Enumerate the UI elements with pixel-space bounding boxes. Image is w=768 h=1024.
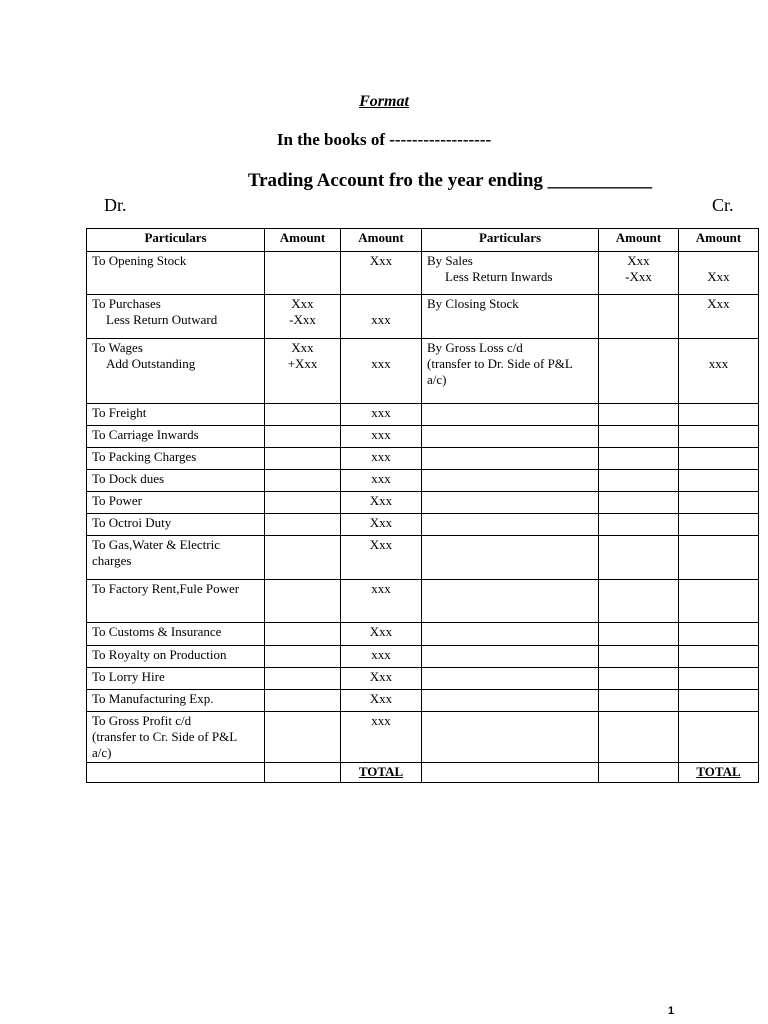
debit-amount-2 [341, 470, 422, 492]
table-row [87, 712, 759, 763]
cell-line: xxx [371, 581, 391, 596]
debit-amount-2 [341, 448, 422, 470]
debit-amount-2 [341, 492, 422, 514]
table-row [87, 623, 759, 646]
debit-amount-1 [265, 295, 341, 339]
debit-amount-1 [265, 623, 341, 646]
credit-amount-1 [599, 448, 679, 470]
credit-particulars [422, 492, 599, 514]
credit-amount-1 [599, 295, 679, 339]
debit-particulars [87, 426, 265, 448]
cell-line: xxx [371, 312, 391, 327]
cell-line: To Wages [92, 340, 143, 355]
cell-line: Xxx [291, 340, 314, 355]
cell-line: Less Return Outward [106, 312, 218, 327]
debit-amount-2 [341, 690, 422, 712]
credit-amount-1 [599, 690, 679, 712]
credit-particulars [422, 712, 599, 763]
table-row [87, 690, 759, 712]
table-row [87, 668, 759, 690]
books-of-line: In the books of ------------------ [276, 130, 492, 149]
cell-line: To Octroi Duty [92, 515, 172, 530]
debit-amount-1 [265, 580, 341, 623]
cell-line: a/c) [92, 745, 112, 760]
table-row [87, 470, 759, 492]
credit-amount-1 [599, 470, 679, 492]
cell-line: Xxx [369, 493, 393, 508]
credit-amount-1 [599, 646, 679, 668]
cell-line: xxx [371, 427, 391, 442]
credit-particulars [422, 426, 599, 448]
cell-line: To Royalty on Production [92, 647, 227, 662]
credit-particulars [422, 514, 599, 536]
debit-amount-1 [265, 492, 341, 514]
debit-particulars [87, 295, 265, 339]
credit-amount-2 [679, 623, 759, 646]
credit-amount-1 [599, 580, 679, 623]
cell-line: -Xxx [289, 312, 316, 327]
empty-cell [87, 763, 265, 783]
cell-line: To Opening Stock [92, 253, 187, 268]
credit-amount-2 [679, 404, 759, 426]
cell-line: To Factory Rent,Fule Power [92, 581, 240, 596]
cell-line: To Dock dues [92, 471, 165, 486]
credit-particulars [422, 295, 599, 339]
cell-line [684, 253, 753, 269]
empty-cell [599, 763, 679, 783]
debit-amount-2 [341, 646, 422, 668]
cell-line: To Freight [92, 405, 147, 420]
column-header: Amount [599, 229, 679, 252]
table-header-row [87, 229, 759, 252]
cell-line: xxx [371, 647, 391, 662]
debit-particulars [87, 470, 265, 492]
cell-line: xxx [371, 713, 391, 728]
cell-line: Add Outstanding [106, 356, 196, 371]
debit-amount-1 [265, 426, 341, 448]
trading-account-title: Trading Account fro the year ending ___________ [247, 170, 653, 191]
credit-particulars [422, 339, 599, 404]
cell-line: (transfer to Cr. Side of P&L [92, 729, 238, 744]
cell-line: xxx [371, 471, 391, 486]
cell-line: Xxx [369, 537, 393, 552]
debit-amount-1 [265, 252, 341, 295]
trading-account-table [86, 228, 759, 783]
debit-particulars [87, 646, 265, 668]
credit-amount-2 [679, 492, 759, 514]
credit-particulars [422, 668, 599, 690]
credit-particulars [422, 536, 599, 580]
cell-line: Xxx [291, 296, 314, 311]
credit-particulars [422, 404, 599, 426]
credit-total: TOTAL [679, 763, 759, 783]
page-number: 1 [668, 1005, 675, 1017]
cell-line: By Gross Loss c/d [427, 340, 523, 355]
table-row [87, 492, 759, 514]
cell-line [346, 340, 416, 356]
cell-line: Xxx [707, 296, 730, 311]
credit-amount-1 [599, 426, 679, 448]
cell-line: Xxx [369, 691, 393, 706]
cell-line [684, 340, 753, 356]
credit-amount-2 [679, 668, 759, 690]
cell-line: To Gross Profit c/d [92, 713, 192, 728]
cell-line: To Power [92, 493, 143, 508]
debit-amount-1 [265, 514, 341, 536]
table-row [87, 514, 759, 536]
cell-line: Less Return Inwards [445, 269, 553, 284]
debit-amount-2 [341, 339, 422, 404]
debit-particulars [87, 712, 265, 763]
cell-line: -Xxx [625, 269, 652, 284]
credit-amount-2 [679, 448, 759, 470]
debit-amount-2 [341, 536, 422, 580]
table-row [87, 426, 759, 448]
table-row [87, 295, 759, 339]
debit-amount-1 [265, 690, 341, 712]
credit-amount-1 [599, 536, 679, 580]
debit-amount-1 [265, 448, 341, 470]
debit-amount-2 [341, 426, 422, 448]
cell-line: Xxx [627, 253, 650, 268]
cell-line: To Purchases [92, 296, 161, 311]
column-header: Particulars [422, 229, 599, 252]
credit-amount-2 [679, 646, 759, 668]
credit-particulars [422, 448, 599, 470]
cell-line: xxx [371, 356, 391, 371]
credit-amount-1 [599, 492, 679, 514]
debit-amount-2 [341, 404, 422, 426]
credit-amount-1 [599, 404, 679, 426]
debit-amount-2 [341, 252, 422, 295]
credit-amount-2 [679, 514, 759, 536]
empty-cell [422, 763, 599, 783]
debit-amount-2 [341, 580, 422, 623]
table-row [87, 536, 759, 580]
column-header: Amount [341, 229, 422, 252]
cell-line: To Carriage Inwards [92, 427, 199, 442]
credit-amount-1 [599, 623, 679, 646]
credit-amount-1 [599, 252, 679, 295]
cell-line: xxx [371, 405, 391, 420]
column-header: Amount [265, 229, 341, 252]
credit-particulars [422, 623, 599, 646]
cell-line: Xxx [707, 269, 730, 284]
cell-line: To Packing Charges [92, 449, 197, 464]
debit-particulars [87, 623, 265, 646]
cell-line: By Sales [427, 253, 473, 268]
debit-particulars [87, 448, 265, 470]
credit-amount-2 [679, 712, 759, 763]
debit-amount-2 [341, 295, 422, 339]
debit-particulars [87, 668, 265, 690]
cell-line: xxx [708, 356, 729, 371]
total-row [87, 763, 759, 783]
table-row [87, 580, 759, 623]
cell-line: xxx [371, 449, 391, 464]
debit-particulars [87, 536, 265, 580]
cell-line: a/c) [427, 372, 447, 387]
credit-amount-2 [679, 690, 759, 712]
cell-line: By Closing Stock [427, 296, 519, 311]
debit-amount-1 [265, 404, 341, 426]
debit-particulars [87, 690, 265, 712]
debit-amount-1 [265, 668, 341, 690]
debit-amount-2 [341, 514, 422, 536]
credit-amount-2 [679, 536, 759, 580]
column-header: Amount [679, 229, 759, 252]
cell-line: To Customs & Insurance [92, 624, 222, 639]
credit-particulars [422, 470, 599, 492]
credit-amount-1 [599, 668, 679, 690]
empty-cell [265, 763, 341, 783]
debit-amount-1 [265, 536, 341, 580]
cell-line: +Xxx [287, 356, 318, 371]
cell-line: (transfer to Dr. Side of P&L [427, 356, 573, 371]
debit-amount-1 [265, 712, 341, 763]
credit-particulars [422, 580, 599, 623]
debit-label: Dr. [104, 195, 127, 215]
debit-particulars [87, 492, 265, 514]
debit-particulars [87, 252, 265, 295]
cell-line: To Manufacturing Exp. [92, 691, 214, 706]
debit-amount-1 [265, 646, 341, 668]
credit-particulars [422, 646, 599, 668]
cell-line: To Gas,Water & Electric [92, 537, 220, 552]
credit-amount-1 [599, 514, 679, 536]
debit-particulars [87, 404, 265, 426]
credit-amount-2 [679, 470, 759, 492]
credit-amount-1 [599, 339, 679, 404]
cell-line: Xxx [369, 624, 393, 639]
credit-amount-2 [679, 295, 759, 339]
credit-amount-2 [679, 339, 759, 404]
debit-total: TOTAL [341, 763, 422, 783]
cell-line: Xxx [369, 669, 393, 684]
credit-amount-2 [679, 580, 759, 623]
cell-line: To Lorry Hire [92, 669, 165, 684]
credit-label: Cr. [712, 195, 734, 215]
credit-amount-2 [679, 426, 759, 448]
cell-line: Xxx [369, 253, 393, 268]
format-heading: Format [359, 93, 409, 110]
debit-particulars [87, 580, 265, 623]
cell-line: Xxx [369, 515, 393, 530]
table-row [87, 646, 759, 668]
table-row [87, 404, 759, 426]
credit-amount-2 [679, 252, 759, 295]
credit-particulars [422, 690, 599, 712]
table-row [87, 339, 759, 404]
debit-amount-1 [265, 339, 341, 404]
credit-amount-1 [599, 712, 679, 763]
credit-particulars [422, 252, 599, 295]
debit-amount-2 [341, 668, 422, 690]
cell-line [346, 296, 416, 312]
debit-particulars [87, 514, 265, 536]
table-row [87, 448, 759, 470]
debit-amount-1 [265, 470, 341, 492]
cell-line: charges [92, 553, 132, 568]
column-header: Particulars [87, 229, 265, 252]
table-row [87, 252, 759, 295]
debit-particulars [87, 339, 265, 404]
debit-amount-2 [341, 712, 422, 763]
debit-amount-2 [341, 623, 422, 646]
